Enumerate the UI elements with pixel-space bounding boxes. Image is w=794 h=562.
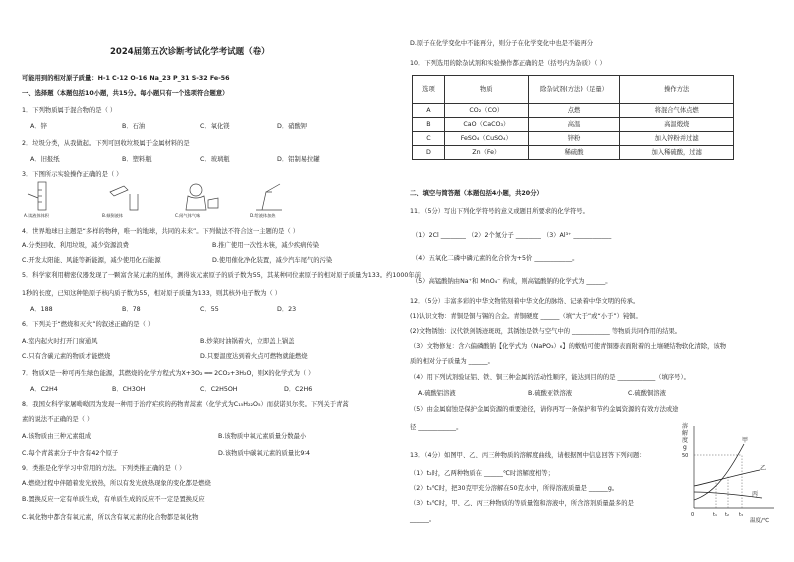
curve-jia	[694, 444, 744, 500]
table-cell: 将混合气体点燃	[620, 104, 734, 118]
q8-line1: 8．我国女科学家屠呦呦因为发现一种用于治疗疟疾的药物青蒿素（化学式为C₁₅H₂₂O₅）而获诺贝尔奖。下列关于青蒿	[22, 401, 349, 408]
q11-line3: （5）高锰酸钠由Na⁺和 MnO₄⁻ 构成，则高锰酸钠的化学式为 ______。	[412, 278, 612, 285]
q3-option-a: A.读液体体积	[24, 213, 50, 218]
atomic-masses: 可能用到的相对原子质量：H-1 C-12 O-16 Na_23 P_31 S-32 Fe-56	[22, 75, 230, 82]
table-header-cell: 物质	[444, 76, 528, 104]
q12-line5b: 径 ____________。	[410, 424, 463, 431]
q8-line2: 素的说法不正确的是（ ）	[22, 416, 94, 423]
curve-label-jia: 甲	[742, 437, 749, 444]
q3-option-d: D.给液体加热	[250, 213, 276, 218]
q1-option-b: B．石油	[122, 123, 146, 130]
reagent-bottle-icon	[110, 186, 128, 196]
q5-option-c: C．55	[200, 306, 219, 313]
graph-ylabel-3: 度	[682, 437, 689, 444]
q2-option-c: C．玻璃瓶	[200, 156, 230, 163]
q13-line3: （3）t₃℃时，甲、乙、丙三种物质的等质量饱和溶液中，所含溶剂质量最多的是	[410, 500, 634, 507]
exam-title: 2024届第五次诊断考试化学考试题（卷）	[110, 47, 270, 57]
section2-heading: 二、填空与简答题（本题包括4小题，共20分）	[410, 190, 543, 197]
q12-line1: (1)认识文物：青铜是铜与锡的合金。青铜硬度 ______（填“大于”或“小于”）钝铜。	[410, 313, 642, 320]
q3-apparatus-figures	[26, 180, 286, 214]
q3-option-c: C.闻气体气味	[175, 213, 201, 218]
graph-ylabel-4: g	[683, 444, 687, 451]
q13-stem: 13．（4分）如图甲、乙、丙三种物质的溶解度曲线，请根据图中信息回答下列问题：	[410, 452, 646, 459]
q6-stem: 6．下列关于“燃烧和灭火”的叙述正确的是（ ）	[22, 321, 155, 328]
alcohol-lamp-icon	[262, 192, 272, 210]
q8-option-b: B.该物质中氧元素质量分数最小	[218, 433, 307, 440]
q13-line2: （2）t₃℃时，把30克甲充分溶解在50克水中，所得溶液质量是 ______g。	[410, 485, 619, 492]
q4-option-d: D.使用催化净化装置，减少汽车尾气的污染	[212, 257, 333, 264]
table-cell: FeSO₄（CuSO₄）	[444, 132, 528, 146]
q12-line2: (2)文物锈蚀：汉代铁剑锈迹斑斑，其锈蚀是铁与空气中的 ____________ 等物质共同作用的结果。	[410, 328, 682, 335]
curve-label-yi: 乙	[760, 465, 767, 472]
q11-line1: （1）2Cl ________ （2）2个氮分子 ________ （3）Al³⁺ ____________	[412, 232, 612, 239]
q12-line3: （3）文物修复：含六偏磷酸钠【化学式为（NaPO₃）₆】的敷贴可使青铜器表面附着的土壤硬结物软化清除，该物	[410, 343, 727, 350]
q12-option-a: A.硫酸铝溶液	[418, 390, 456, 397]
q2-option-a: A．旧报纸	[30, 156, 60, 163]
table-cell: 稀硫酸	[528, 146, 620, 160]
graph-ylabel-1: 溶	[682, 423, 689, 430]
q1-option-a: A．锌	[30, 123, 47, 130]
q2-stem: 2．垃圾分类，从我做起。下列可回收垃圾属于金属材料的是	[22, 140, 190, 147]
graph-tick-t2: t₂	[725, 512, 729, 518]
q6-option-b: B.炒菜时油锅着火，立即盖上锅盖	[200, 338, 295, 345]
q13-line1: （1）t₂时，乙两种物质在 ______℃时溶解度相等；	[410, 470, 555, 477]
table-header-row	[413, 76, 734, 104]
table-header-cell: 操作方法	[620, 76, 734, 104]
q9-option-d: D.原子在化学变化中不能再分，则分子在化学变化中也是不能再分	[410, 40, 594, 47]
q4-stem: 4．世界地球日主题是“多样的物种，唯一的地球，共同的未来”。下列做法不符合这一主题的是（ ）	[22, 228, 300, 235]
q2-option-d: D．铝制易拉罐	[277, 156, 320, 163]
q3-stem: 3．下图所示实验操作正确的是（ ）	[22, 171, 123, 178]
section1-heading: 一、选择题（本题包括10小题，共15分。每小题只有一个选项符合题意）	[22, 90, 229, 97]
q11-stem: 11．（5分）写出下列化学符号的意义或题目所要求的化学符号。	[410, 208, 589, 215]
table-row	[413, 132, 734, 146]
q8-option-a: A.该物质由三种元素组成	[22, 433, 92, 440]
q5-option-a: A．188	[30, 306, 53, 313]
q10-reagent-table	[412, 75, 734, 160]
q2-option-b: B．塑料瓶	[122, 156, 152, 163]
q12-stem: 12．（5分）丰富多彩的中华文物铭刻着中华文化的脉络、记录着中华文明的传承。	[410, 298, 640, 305]
q11-line2: （4）五氧化二磷中磷元素的化合价为+5价 ____________。	[412, 255, 579, 262]
table-header-cell: 除杂试剂(方法)（足量）	[528, 76, 620, 104]
q1-option-c: C．氧化镁	[200, 123, 230, 130]
solubility-curve-graph	[682, 420, 782, 524]
q5-option-b: B．78	[122, 306, 141, 313]
table-cell: 点燃	[528, 104, 620, 118]
q4-option-c: C.开发太阳能、风能等新能源，减少使用化石能源	[22, 257, 161, 264]
q5-line2: 1秒的长度，已知这种铯原子核内质子数为55，相对原子质量为133，则其核外电子数为（ ）	[22, 290, 282, 297]
q6-option-a: A.室内起火时打开门窗通风	[22, 338, 98, 345]
q8-option-d: D.该物质中碳氧元素的质量比9∶4	[218, 450, 311, 457]
q7-option-d: D．C2H6	[284, 386, 313, 393]
q9-option-a: A.燃烧过程中伴随着发光放热，所以有发光放热现象的变化都是燃烧	[22, 480, 211, 487]
q3-option-b: B.倾倒液体	[102, 213, 123, 218]
table-row	[413, 146, 734, 160]
q12-option-b: B.硫酸亚铁溶液	[528, 390, 573, 397]
q5-line1: 5．科学家利用精密仪器发现了一颗富含某元素的星体，测得该元素原子的质子数为55，其某种同位素原子的相对原子质量为133。约1000年前	[22, 272, 421, 279]
table-row	[413, 118, 734, 132]
table-cell: Zn（Fe）	[444, 146, 528, 160]
q9-stem: 9．类推是化学学习中常用的方法。下列类推正确的是（ ）	[22, 465, 186, 472]
q4-option-b: B.推广使用一次性木筷，减少疾病传染	[212, 242, 320, 249]
table-cell: B	[413, 118, 445, 132]
table-cell: 加入稀硫酸，过滤	[620, 146, 734, 160]
table-cell: 高温煅烧	[620, 118, 734, 132]
q7-stem: 7．物质X是一种可再生绿色能源，其燃烧的化学方程式为X+3O₂ ══ 2CO₂+3H₂O，则X的化学式为（ ）	[22, 370, 315, 377]
table-header-cell: 选项	[413, 76, 445, 104]
q9-option-b: B.置换反应一定有单质生成，有单质生成的反应不一定是置换反应	[22, 496, 205, 503]
q6-option-d: D.只要温度达到着火点可燃物就能燃烧	[200, 353, 308, 360]
table-cell: 加入锌粉并过滤	[620, 132, 734, 146]
table-cell: CO₂（CO）	[444, 104, 528, 118]
q12-option-c: C.硫酸铜溶液	[628, 390, 666, 397]
table-cell: C	[413, 132, 445, 146]
graph-tick-t3: t₃	[739, 512, 743, 518]
q5-option-d: D．23	[277, 306, 297, 313]
curve-label-bing: 丙	[752, 491, 759, 498]
graph-tick-t1: t₁	[713, 512, 717, 518]
table-cell: D	[413, 146, 445, 160]
q8-option-c: C.每个青蒿素分子中含有42个原子	[22, 450, 119, 457]
graph-tick-50: 50	[682, 453, 689, 459]
q6-option-c: C.只有含碳元素的物质才能燃烧	[22, 353, 111, 360]
q12-line4: （4）用下列试剂验证铝、铁、铜三种金属的活动性顺序，能达到目的的是 ____________（填序号）。	[410, 374, 690, 381]
graph-origin: 0	[691, 512, 695, 518]
table-cell: CaO（CaCO₃）	[444, 118, 528, 132]
q12-line3b: 质的相对分子质量为 ______。	[410, 358, 494, 365]
q1-option-d: D．硝酸钾	[277, 123, 308, 130]
q10-stem: 10．下列选用的除杂试剂和实验操作都正确的是（括号内为杂质）（ ）	[410, 60, 606, 67]
graph-ylabel-2: 解	[682, 430, 689, 437]
q7-option-a: A．C2H4	[30, 386, 58, 393]
table-cell: A	[413, 104, 445, 118]
q9-option-c: C.氧化物中都含有氧元素，所以含有氧元素的化合物都是氧化物	[22, 514, 199, 521]
q1-stem: 1．下列物质属于混合物的是（ ）	[22, 107, 117, 114]
q7-option-b: B．CH3OH	[112, 386, 146, 393]
q12-line5: （5）由金属腐蚀是保护金属资源的重要途径，请你再写一条保护和节约金属资源的有效方法或途	[410, 406, 679, 413]
q13-line3b: ______。	[410, 516, 436, 523]
person-head-icon	[190, 184, 202, 196]
test-tube-icon	[130, 194, 138, 210]
graph-xlabel: 温度/℃	[750, 518, 770, 524]
q7-option-c: C．C2H5OH	[200, 386, 238, 393]
table-cell: 锌粉	[528, 132, 620, 146]
q4-option-a: A.分类回收、利用垃圾，减少资源浪费	[22, 242, 129, 249]
table-cell: 高温	[528, 118, 620, 132]
table-row	[413, 104, 734, 118]
